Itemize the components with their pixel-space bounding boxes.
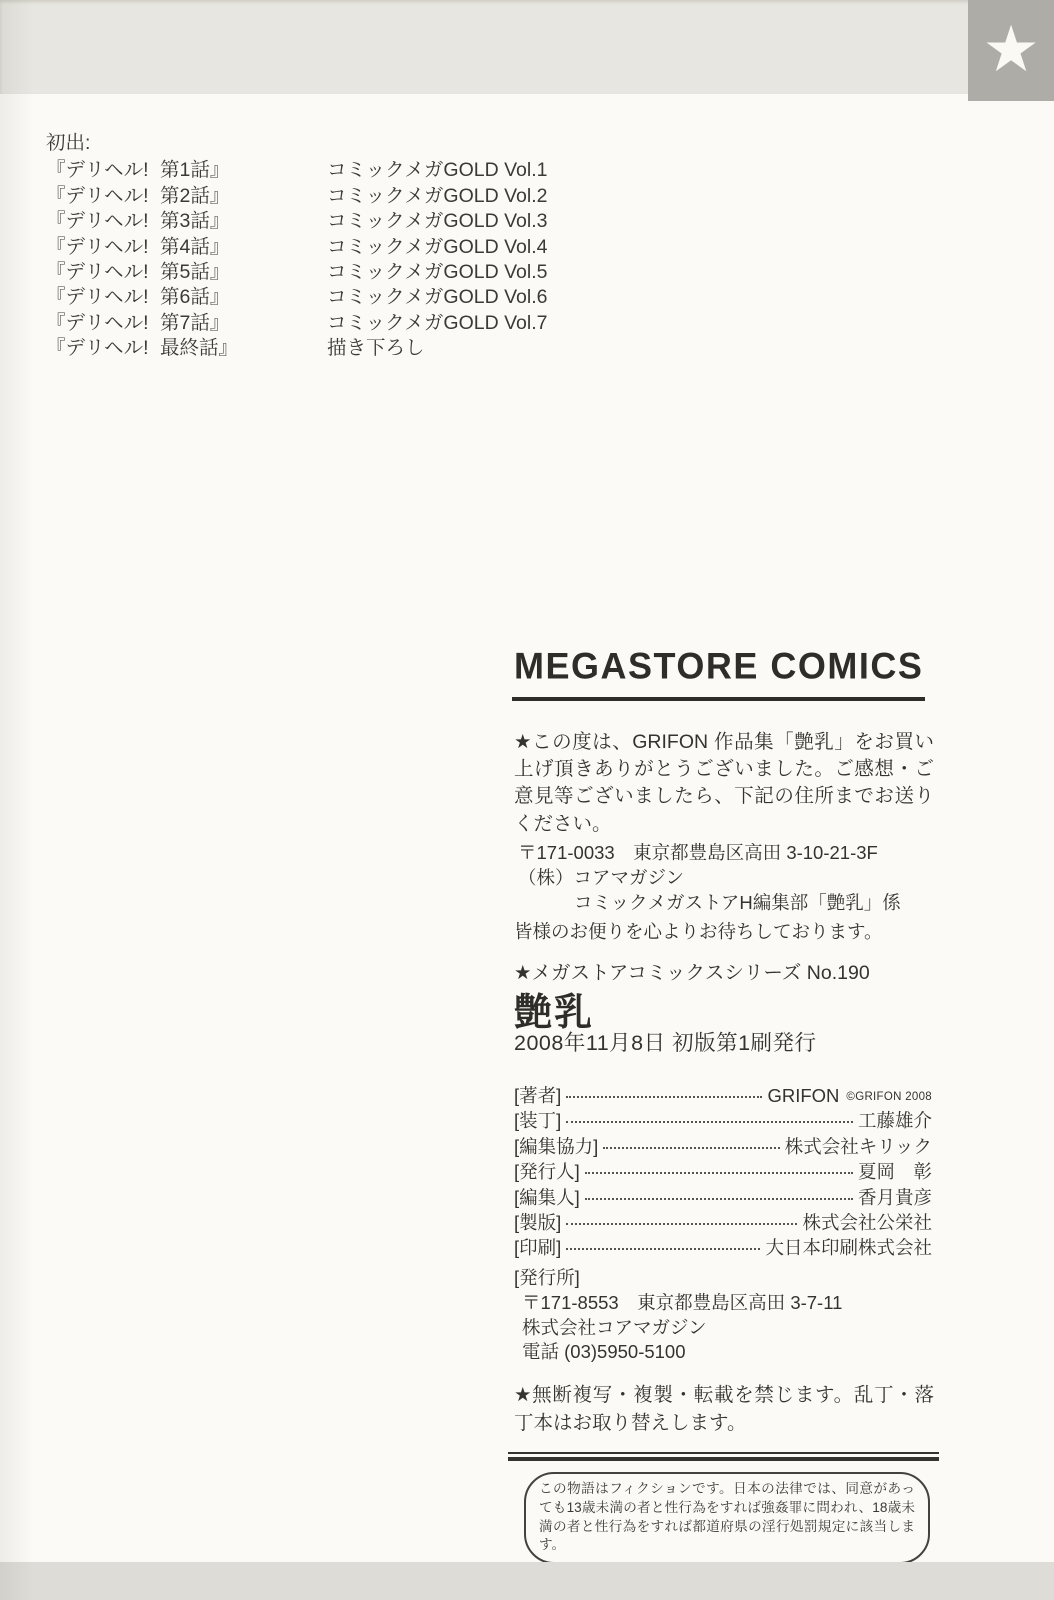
publication-source: コミックメガGOLD Vol.4 xyxy=(327,235,548,258)
publication-title: 『デリヘル! xyxy=(46,159,149,182)
editorial-address-block xyxy=(514,840,934,944)
first-publication-section xyxy=(46,131,547,362)
edition-date-line: 2008年11月8日 初版第1刷発行 xyxy=(514,1031,817,1055)
dotted-leader xyxy=(585,1185,853,1200)
corner-star-square xyxy=(968,0,1054,101)
publication-row xyxy=(46,285,547,310)
publication-episode: 最終話』 xyxy=(160,337,239,360)
editorial-company-line: （株）コアマガジン xyxy=(518,867,685,889)
credit-label: [編集協力] xyxy=(514,1135,599,1157)
publication-row xyxy=(46,158,547,183)
credit-value: GRIFON xyxy=(767,1085,840,1106)
series-number-line: ★メガストアコミックスシリーズ No.190 xyxy=(514,962,870,984)
credit-value: 株式会社キリック xyxy=(784,1135,932,1157)
publication-title: 『デリヘル! xyxy=(46,235,149,258)
credit-row xyxy=(514,1083,932,1108)
publication-source: コミックメガGOLD Vol.6 xyxy=(327,286,548,309)
top-gray-band xyxy=(0,0,1054,94)
publication-row xyxy=(46,209,547,234)
publication-source: コミックメガGOLD Vol.5 xyxy=(327,261,548,284)
publication-title: 『デリヘル! xyxy=(46,184,149,207)
dotted-leader xyxy=(585,1159,853,1174)
credit-label: [装丁] xyxy=(514,1110,562,1132)
publisher-block xyxy=(514,1266,842,1365)
credit-value: 大日本印刷株式会社 xyxy=(765,1237,932,1259)
credit-label: [印刷] xyxy=(514,1237,562,1259)
star-icon: ★ xyxy=(982,12,1040,85)
credit-value: 工藤雄介 xyxy=(857,1110,932,1132)
thanks-paragraph: ★この度は、GRIFON 作品集「艶乳」をお買い上げ頂きありがとうございました。ご感想・ご意見等ございましたら、下記の住所までお送りください。 xyxy=(514,731,934,835)
publication-episode: 第5話』 xyxy=(160,261,230,284)
credit-row xyxy=(514,1134,932,1159)
credit-row xyxy=(514,1108,932,1133)
editorial-department-line: コミックメガストアH編集部「艶乳」係 xyxy=(574,892,901,914)
credit-label: [著者] xyxy=(514,1085,562,1106)
first-publication-heading: 初出: xyxy=(46,132,91,154)
dotted-leader xyxy=(603,1134,779,1149)
publication-episode: 第2話』 xyxy=(160,184,230,207)
book-title: 艶乳 xyxy=(514,992,595,1034)
publisher-company-line: 株式会社コアマガジン xyxy=(522,1316,707,1338)
publication-title: 『デリヘル! xyxy=(46,210,149,233)
publisher-postal-line: 〒171-8553 東京都豊島区高田 3-7-11 xyxy=(522,1291,843,1313)
publication-row xyxy=(46,311,547,336)
editorial-postal-line: 〒171-0033 東京都豊島区高田 3-10-21-3F xyxy=(518,842,878,863)
fiction-disclaimer-box: この物語はフィクションです。日本の法律では、同意があっても13歳未満の者と性行為をすれば強姦罪に問われ、18歳未満の者と性行為をすれば都道府県の淫行処罰規定に該当します。 xyxy=(524,1472,930,1564)
double-rule-divider xyxy=(508,1452,939,1461)
publisher-label: [発行所] xyxy=(514,1267,580,1288)
editorial-closing-line: 皆様のお便りを心よりお待ちしております。 xyxy=(514,920,883,942)
credit-value: 夏岡 彰 xyxy=(857,1161,932,1183)
megastore-comics-logo: MEGASTORE COMICS xyxy=(514,644,924,687)
dotted-leader xyxy=(566,1108,853,1123)
publication-episode: 第1話』 xyxy=(160,159,230,182)
publication-source: コミックメガGOLD Vol.3 xyxy=(327,210,548,233)
bottom-gray-band xyxy=(0,1562,1054,1600)
copyright-note: ©GRIFON 2008 xyxy=(846,1090,932,1103)
publication-title: 『デリヘル! xyxy=(46,286,149,309)
credit-row xyxy=(514,1210,932,1235)
publication-row xyxy=(46,184,547,209)
credits-list xyxy=(514,1083,932,1261)
credit-row xyxy=(514,1159,932,1184)
dotted-leader xyxy=(566,1083,762,1098)
publication-title: 『デリヘル! xyxy=(46,337,149,360)
logo-underline xyxy=(512,697,925,701)
publication-episode: 第3話』 xyxy=(160,210,230,233)
credit-label: [製版] xyxy=(514,1211,562,1233)
credit-label: [編集人] xyxy=(514,1186,580,1208)
publication-title: 『デリヘル! xyxy=(46,261,149,284)
publication-episode: 第7話』 xyxy=(160,311,230,334)
publication-source: コミックメガGOLD Vol.7 xyxy=(327,311,548,334)
publication-episode: 第6話』 xyxy=(160,286,230,309)
publication-row xyxy=(46,235,547,260)
publication-source: コミックメガGOLD Vol.2 xyxy=(327,184,548,207)
credit-value: 香月貴彦 xyxy=(857,1186,932,1208)
publication-row xyxy=(46,336,547,361)
publication-episode: 第4話』 xyxy=(160,235,230,258)
dotted-leader xyxy=(566,1235,760,1250)
publication-title: 『デリヘル! xyxy=(46,311,149,334)
credit-label: [発行人] xyxy=(514,1161,580,1183)
publication-row xyxy=(46,260,547,285)
credit-value: 株式会社公栄社 xyxy=(802,1211,932,1233)
rights-notice: ★無断複写・複製・転載を禁じます。乱丁・落丁本はお取り替えします。 xyxy=(514,1384,934,1434)
credit-row xyxy=(514,1235,932,1260)
dotted-leader xyxy=(566,1210,797,1225)
credit-row xyxy=(514,1185,932,1210)
publication-source: 描き下ろし xyxy=(327,337,425,360)
publication-source: コミックメガGOLD Vol.1 xyxy=(327,159,548,182)
publisher-phone-line: 電話 (03)5950-5100 xyxy=(522,1341,686,1363)
